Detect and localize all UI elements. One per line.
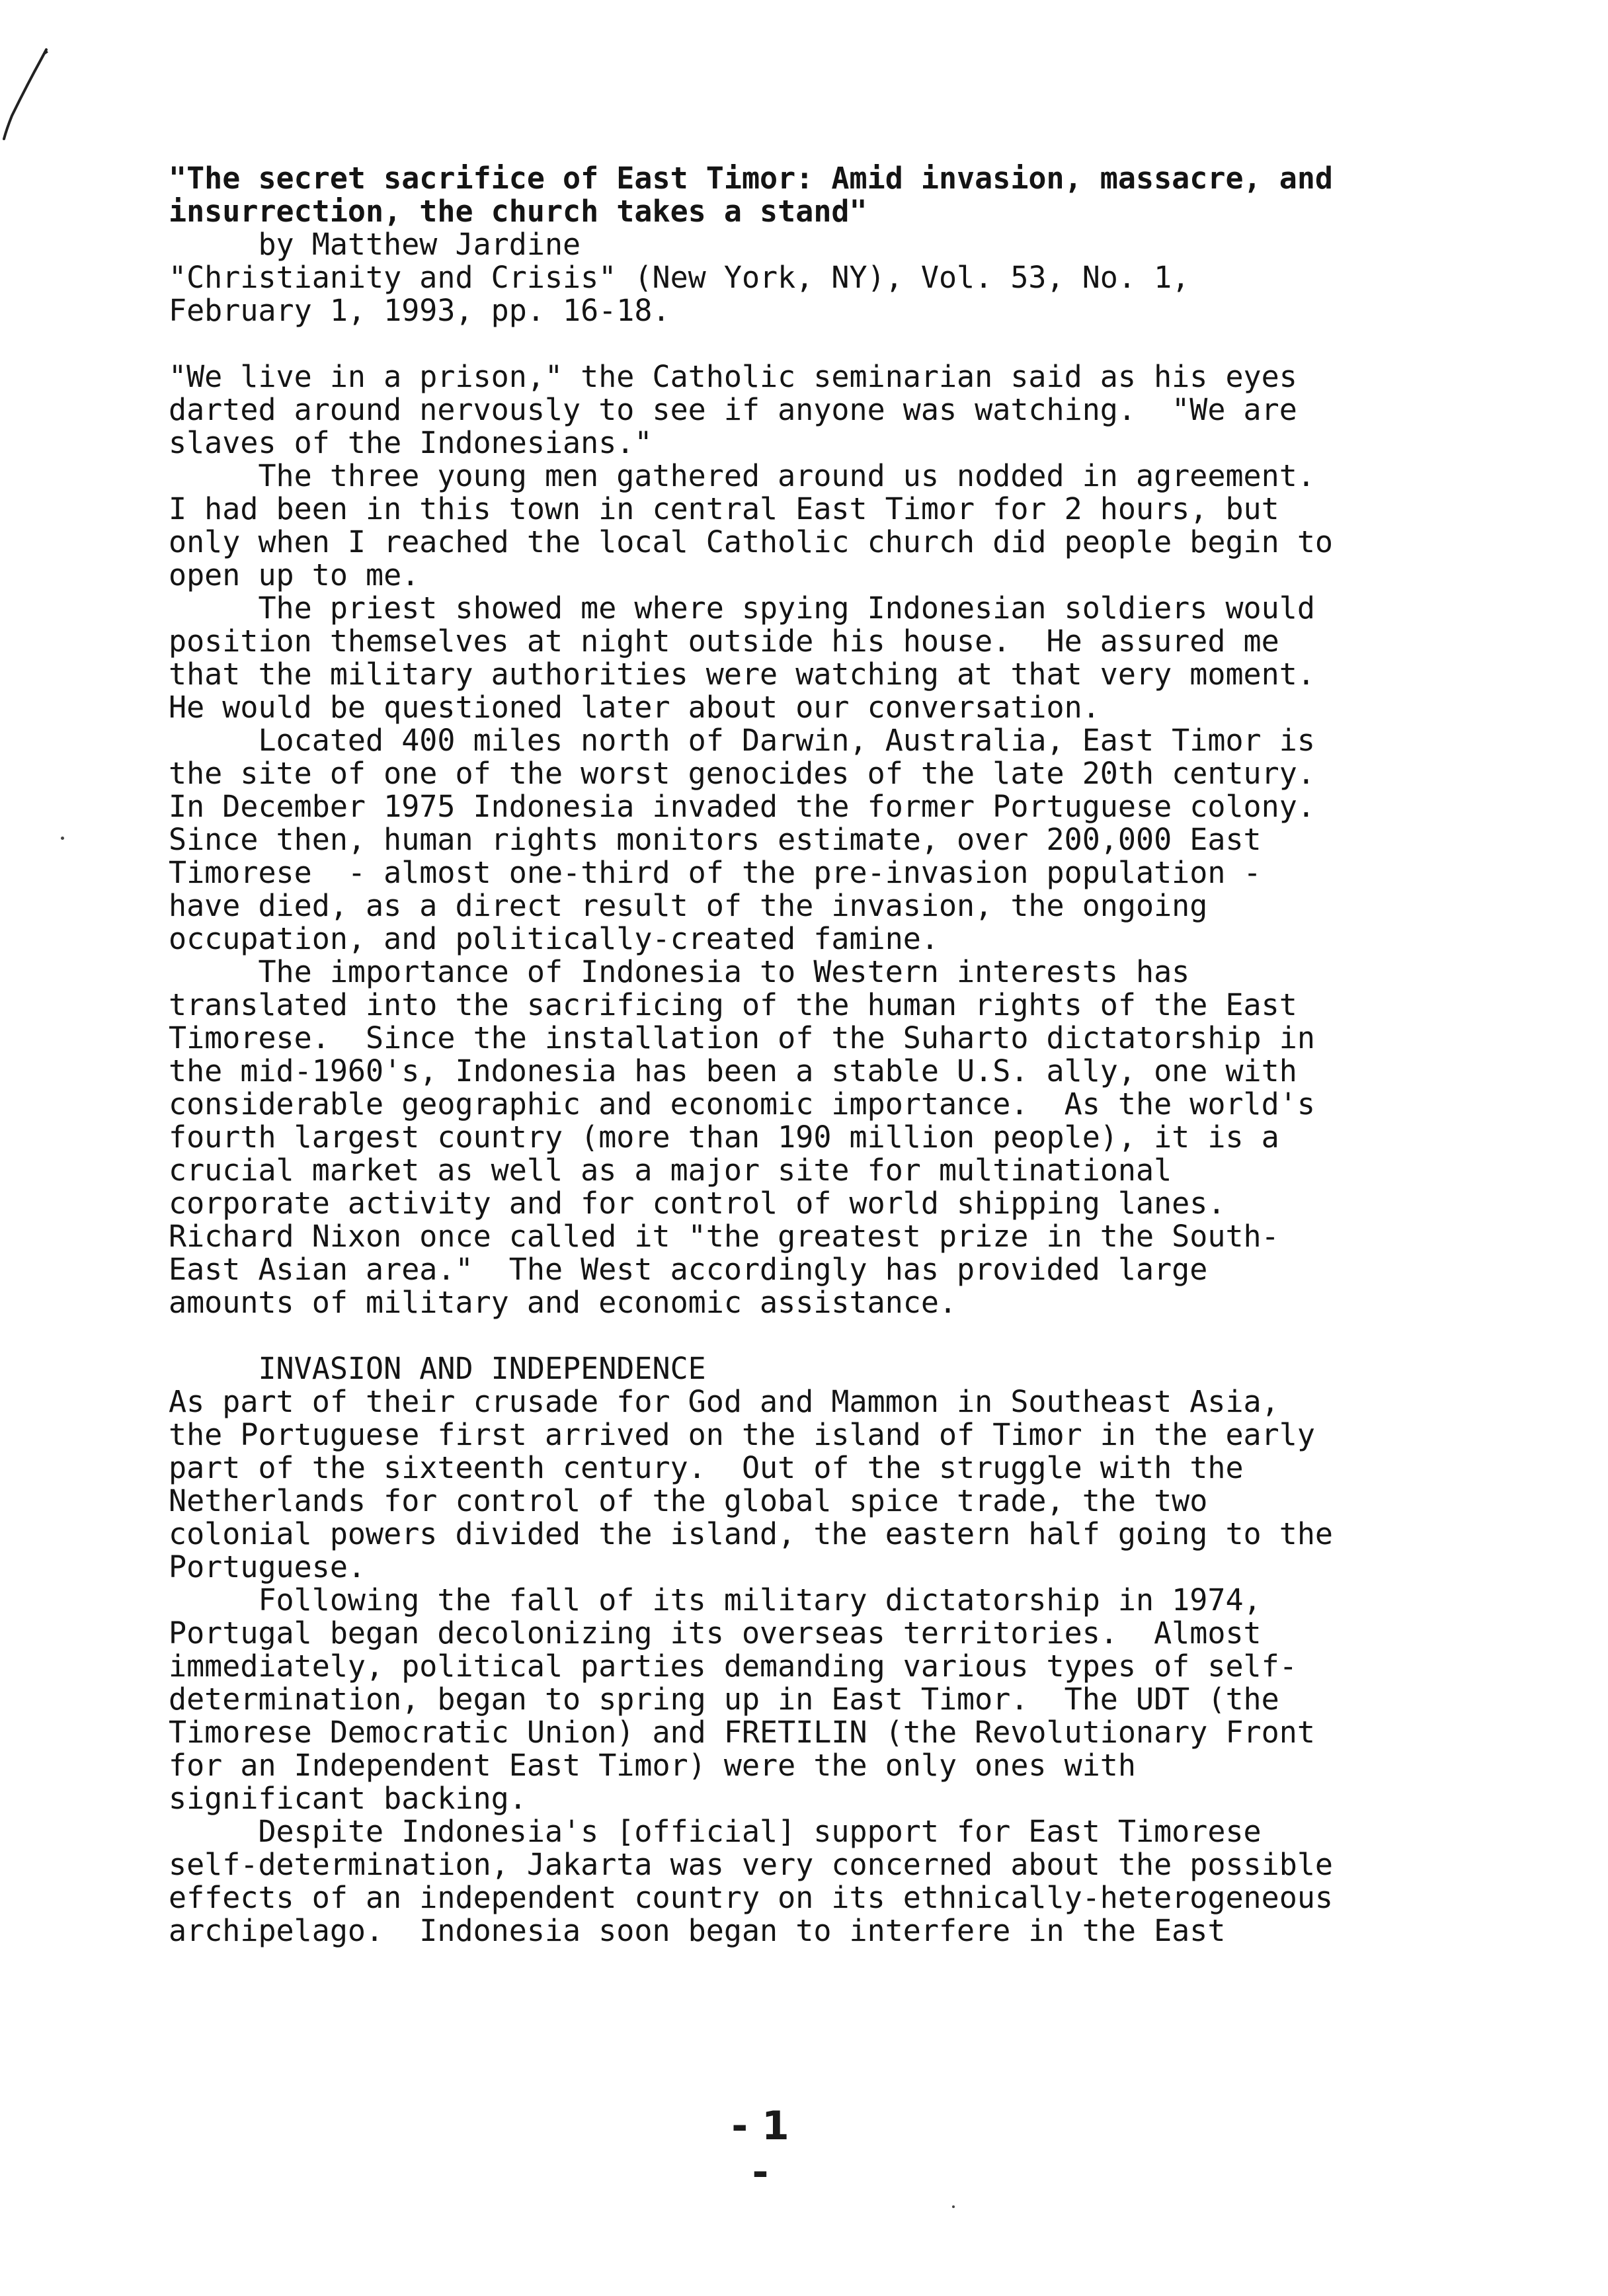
scan-speck	[61, 837, 64, 840]
body-line: the Portuguese first arrived on the island of Timor in the early	[169, 1417, 1315, 1452]
body-line: Timorese Democratic Union) and FRETILIN (the Revolutionary Front	[169, 1715, 1315, 1750]
article-source-line: February 1, 1993, pp. 16-18.	[169, 293, 670, 328]
body-line: Since then, human rights monitors estimate, over 200,000 East	[169, 822, 1262, 857]
body-section-invasion	[169, 1385, 1504, 1948]
body-line: slaves of the Indonesians."	[169, 425, 653, 460]
section-heading: INVASION AND INDEPENDENCE	[169, 1351, 706, 1386]
body-line: Portuguese.	[169, 1549, 366, 1584]
body-line: significant backing.	[169, 1781, 527, 1816]
body-line: the site of one of the worst genocides of the late 20th century.	[169, 756, 1315, 791]
article-source-line: "Christianity and Crisis" (New York, NY), Vol. 53, No. 1,	[169, 260, 1190, 295]
article-title-line: insurrection, the church takes a stand"	[169, 194, 867, 229]
body-line: Despite Indonesia's [official] support for East Timorese	[169, 1814, 1262, 1849]
page-number: - 1 -	[731, 2103, 789, 2195]
body-line: colonial powers divided the island, the eastern half going to the	[169, 1516, 1333, 1551]
body-line: open up to me.	[169, 557, 420, 593]
body-line: East Asian area." The West accordingly has provided large	[169, 1252, 1208, 1287]
body-line: archipelago. Indonesia soon began to interfere in the East	[169, 1913, 1226, 1948]
body-line: The importance of Indonesia to Western interests has	[169, 954, 1190, 989]
body-line: Located 400 miles north of Darwin, Australia, East Timor is	[169, 723, 1315, 758]
body-line: Richard Nixon once called it "the greatest prize in the South-	[169, 1219, 1279, 1254]
article-byline: by Matthew Jardine	[169, 227, 581, 262]
body-line: part of the sixteenth century. Out of the struggle with the	[169, 1450, 1244, 1485]
body-line: Portugal began decolonizing its overseas territories. Almost	[169, 1616, 1262, 1651]
pen-mark	[0, 40, 53, 152]
article-title-line: "The secret sacrifice of East Timor: Amid invasion, massacre, and	[169, 161, 1333, 196]
body-line: Timorese. Since the installation of the Suharto dictatorship in	[169, 1020, 1315, 1055]
body-line: for an Independent East Timor) were the only ones with	[169, 1748, 1136, 1783]
body-line: that the military authorities were watching at that very moment.	[169, 657, 1315, 692]
body-line: the mid-1960's, Indonesia has been a stable U.S. ally, one with	[169, 1053, 1297, 1088]
body-line: As part of their crusade for God and Mammon in Southeast Asia,	[169, 1384, 1279, 1419]
body-line: occupation, and politically-created famine.	[169, 921, 939, 956]
body-line: darted around nervously to see if anyone was watching. "We are	[169, 392, 1297, 427]
body-line: The priest showed me where spying Indonesian soldiers would	[169, 591, 1315, 626]
body-line: only when I reached the local Catholic church did people begin to	[169, 524, 1333, 559]
body-line: immediately, political parties demanding various types of self-	[169, 1649, 1297, 1684]
body-line: Netherlands for control of the global spice trade, the two	[169, 1483, 1208, 1518]
body-line: Timorese - almost one-third of the pre-invasion population -	[169, 855, 1262, 890]
body-line: crucial market as well as a major site for multinational	[169, 1153, 1172, 1188]
body-line: corporate activity and for control of world shipping lanes.	[169, 1186, 1226, 1221]
article-text	[169, 162, 1504, 1948]
body-line: considerable geographic and economic importance. As the world's	[169, 1086, 1315, 1122]
body-line: fourth largest country (more than 190 million people), it is a	[169, 1120, 1279, 1155]
scan-speck	[952, 2205, 955, 2208]
body-section-intro	[169, 360, 1504, 1319]
body-line: The three young men gathered around us nodded in agreement.	[169, 458, 1315, 493]
body-line: have died, as a direct result of the invasion, the ongoing	[169, 888, 1208, 923]
body-line: "We live in a prison," the Catholic seminarian said as his eyes	[169, 359, 1297, 394]
body-line: position themselves at night outside his house. He assured me	[169, 624, 1279, 659]
body-line: effects of an independent country on its ethnically-heterogeneous	[169, 1880, 1333, 1915]
body-line: self-determination, Jakarta was very concerned about the possible	[169, 1847, 1333, 1882]
body-line: He would be questioned later about our conversation.	[169, 690, 1100, 725]
body-line: I had been in this town in central East Timor for 2 hours, but	[169, 491, 1279, 526]
body-line: determination, began to spring up in East Timor. The UDT (the	[169, 1682, 1279, 1717]
body-line: In December 1975 Indonesia invaded the former Portuguese colony.	[169, 789, 1315, 824]
body-line: Following the fall of its military dictatorship in 1974,	[169, 1582, 1262, 1618]
body-line: translated into the sacrificing of the human rights of the East	[169, 987, 1297, 1022]
body-line: amounts of military and economic assistance.	[169, 1285, 957, 1320]
